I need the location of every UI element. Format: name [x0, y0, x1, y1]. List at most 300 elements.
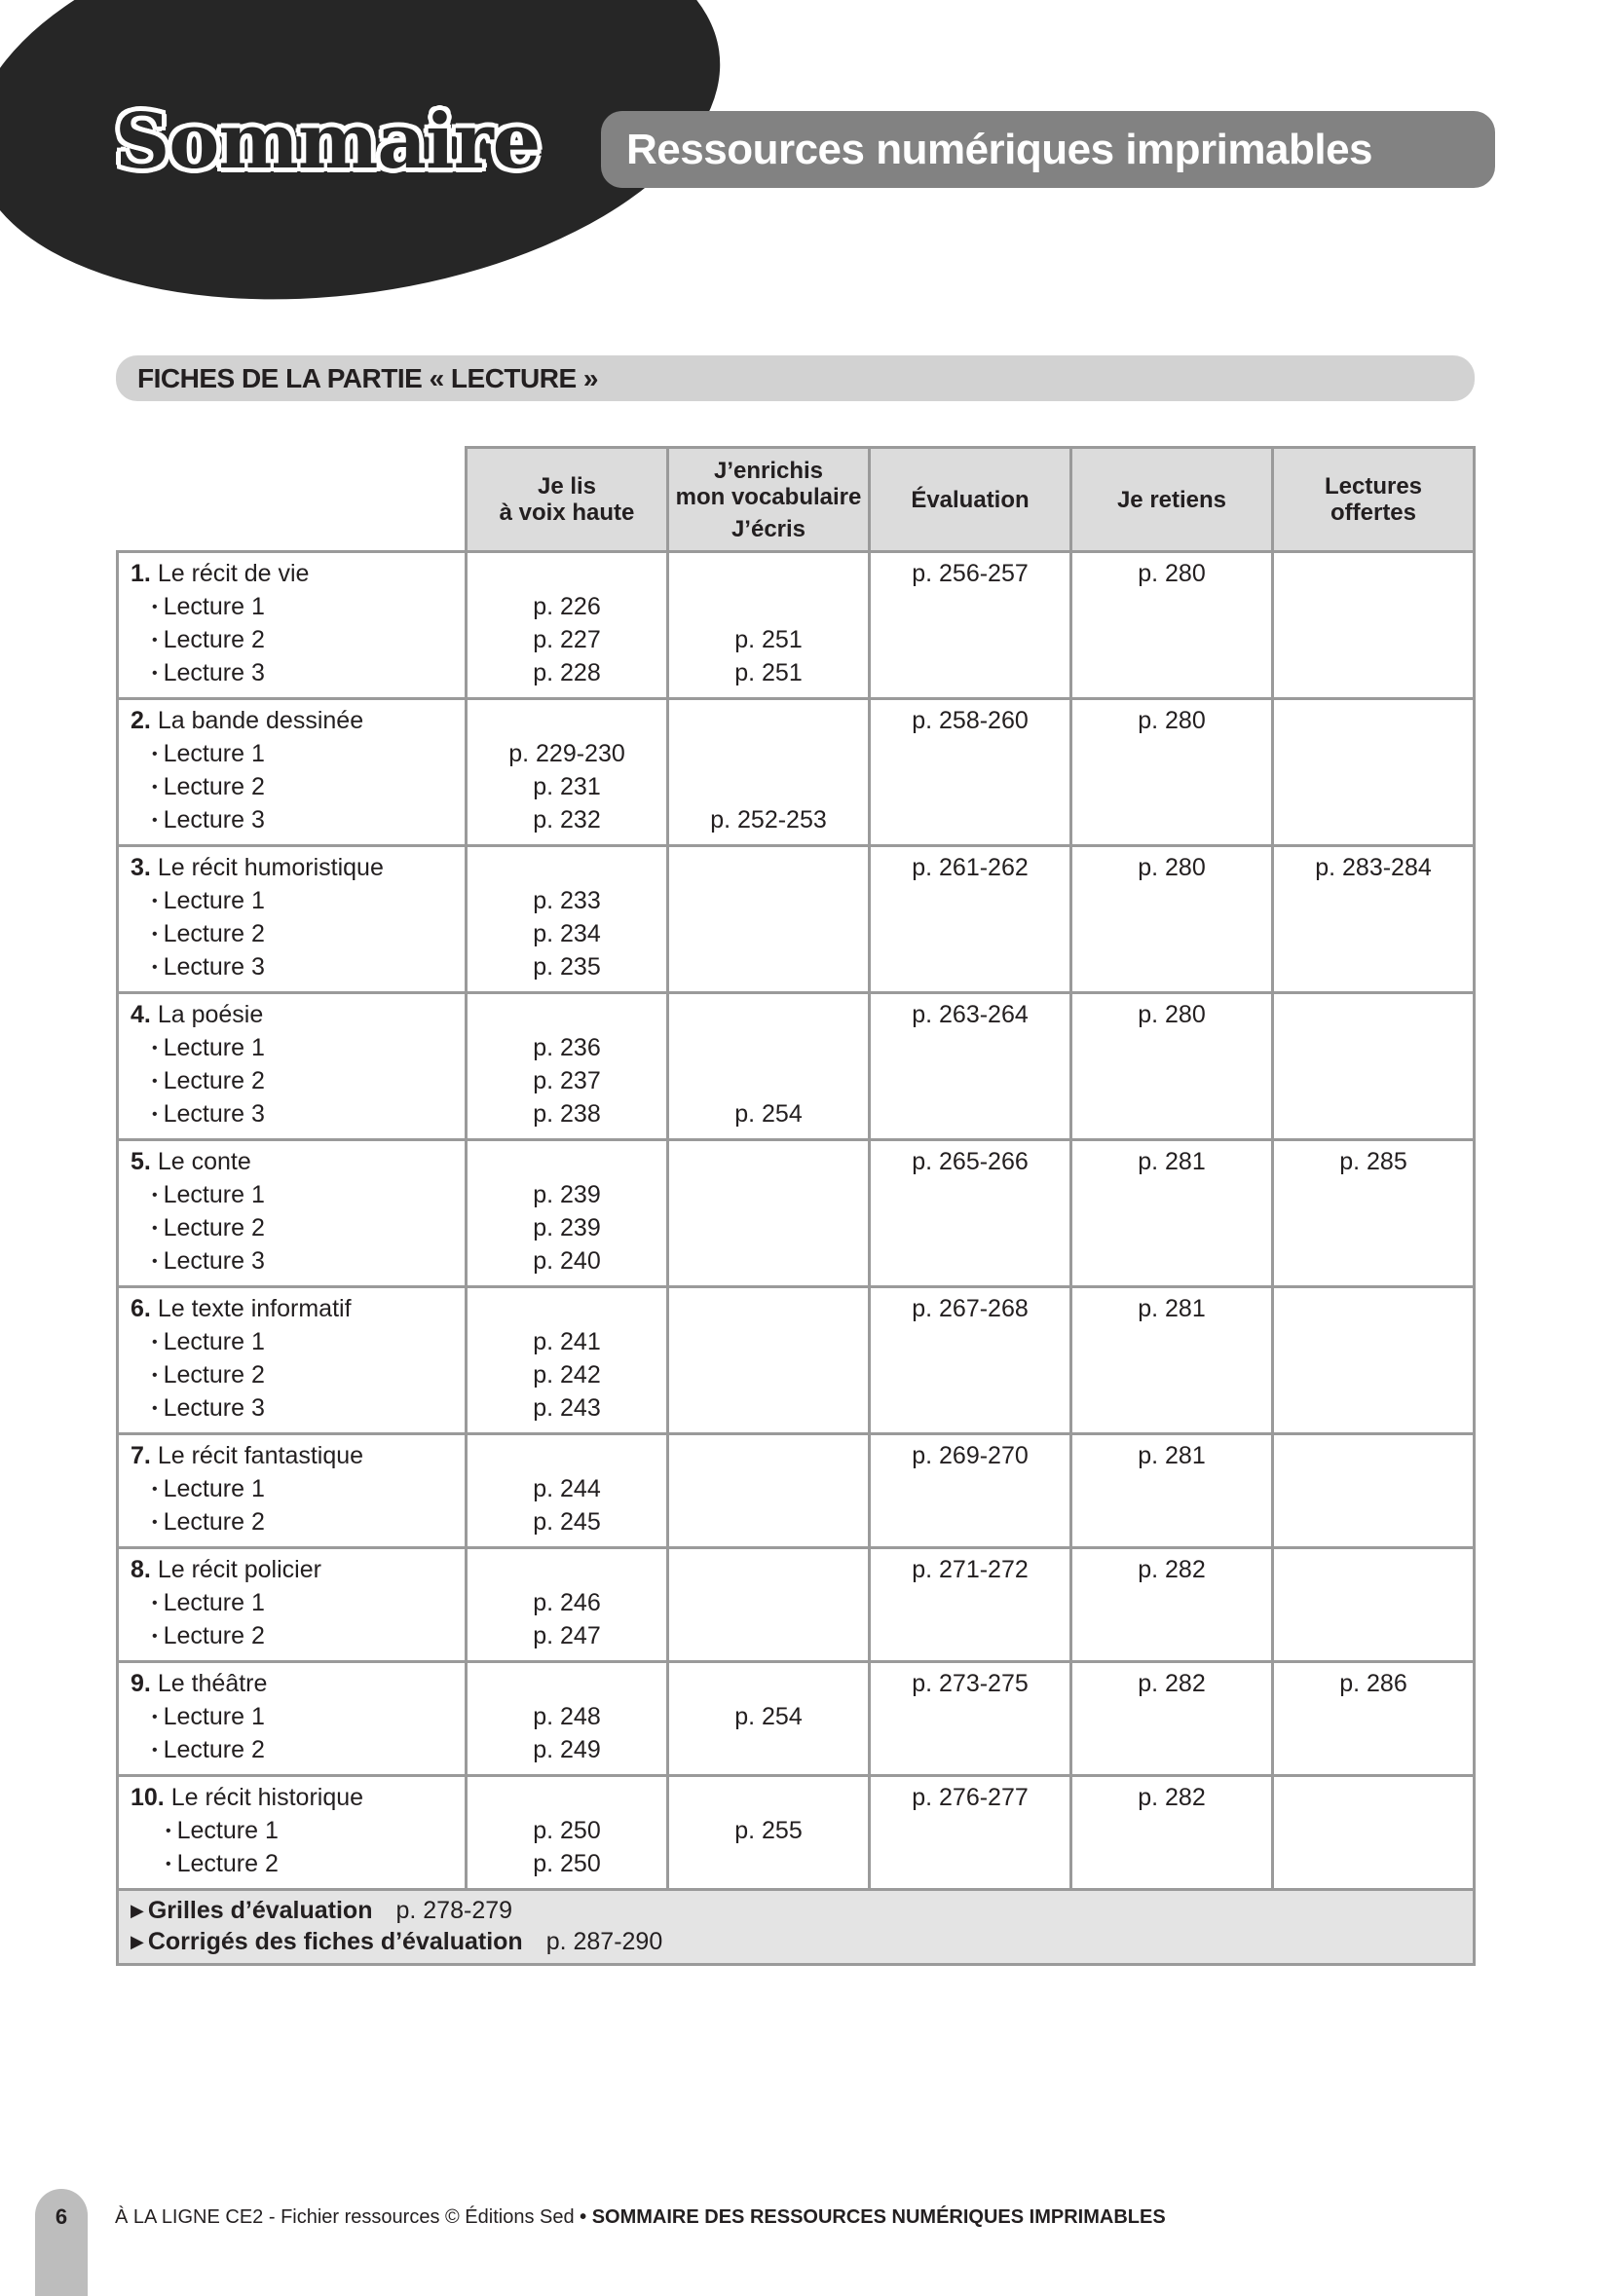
enrichis-cell: [668, 1776, 870, 1890]
chapter-cell: [118, 1434, 467, 1548]
column-header-line: mon vocabulaire: [675, 483, 862, 510]
lecture-item[interactable]: [131, 803, 465, 836]
enrichis-cell: [668, 1548, 870, 1662]
je-retiens-cell: [1071, 699, 1273, 846]
page-ref[interactable]: p. 250: [533, 1817, 601, 1844]
chapter-name: Le texte informatif: [157, 1295, 352, 1322]
lecture-item[interactable]: [131, 737, 465, 770]
chapter-name: Le théâtre: [157, 1670, 268, 1697]
lecture-label: Lecture 2: [163, 1622, 265, 1649]
page-ref[interactable]: p. 233: [533, 887, 601, 914]
je-lis-cell: [467, 1662, 668, 1776]
page-ref[interactable]: [1274, 704, 1473, 737]
page-footer: [115, 2206, 1166, 2229]
header-blank-cell: [118, 448, 467, 552]
page-ref[interactable]: p. 236: [533, 1034, 601, 1061]
page-ref[interactable]: p. 249: [533, 1736, 601, 1763]
lecture-label: Lecture 2: [163, 1214, 265, 1241]
chapter-cell: [118, 1776, 467, 1890]
lecture-item[interactable]: [131, 656, 465, 689]
je-retiens-cell: [1071, 1776, 1273, 1890]
lecture-label: Lecture 1: [163, 1475, 265, 1502]
lectures-offertes-cell: [1273, 699, 1475, 846]
enrichis-cell: [668, 846, 870, 993]
chapter-title[interactable]: [131, 1553, 465, 1586]
table-row: [118, 1287, 1475, 1434]
lecture-item[interactable]: [131, 1211, 465, 1244]
lecture-item[interactable]: [131, 1847, 465, 1880]
page-ref[interactable]: p. 269-270: [912, 1442, 1029, 1469]
footer-label: Corrigés des fiches d’évaluation: [147, 1928, 523, 1955]
column-header-line: à voix haute: [499, 500, 635, 526]
table-footer-cell: [118, 1890, 1475, 1965]
triangle-right-icon: ▶: [131, 1932, 144, 1951]
lecture-label: Lecture 3: [163, 1100, 265, 1128]
lecture-item[interactable]: [131, 770, 465, 803]
chapter-title[interactable]: [131, 1781, 465, 1814]
column-header-line: offertes: [1330, 500, 1417, 526]
chapter-name: Le récit fantastique: [157, 1442, 364, 1469]
je-lis-cell: [467, 699, 668, 846]
triangle-right-icon: ▶: [131, 1901, 144, 1920]
lecture-item[interactable]: [131, 1814, 465, 1847]
page-ref[interactable]: p. 286: [1339, 1670, 1407, 1697]
footer-section: SOMMAIRE DES RESSOURCES NUMÉRIQUES IMPRIMABLES: [591, 2206, 1166, 2228]
page-ref[interactable]: p. 280: [1138, 560, 1206, 587]
page-ref[interactable]: p. 281: [1138, 1295, 1206, 1322]
page-ref[interactable]: [669, 1244, 868, 1278]
page-ref[interactable]: [669, 1178, 868, 1211]
page-title: Sommaire: [115, 97, 541, 186]
page-ref[interactable]: [669, 737, 868, 770]
bullet-icon: •: [152, 1514, 158, 1531]
chapter-name: La poésie: [157, 1001, 264, 1028]
column-header-evaluation: [870, 448, 1071, 552]
page-ref[interactable]: p. 232: [533, 806, 601, 833]
lectures-offertes-cell: [1273, 1287, 1475, 1434]
evaluation-cell: [870, 1662, 1071, 1776]
chapter-name: Le conte: [157, 1148, 251, 1175]
bullet-icon: •: [152, 1709, 158, 1725]
page-ref[interactable]: p. 235: [533, 953, 601, 981]
spacer: [669, 557, 868, 590]
chapter-cell: [118, 1287, 467, 1434]
page-ref[interactable]: p. 263-264: [912, 1001, 1029, 1028]
page-ref[interactable]: p. 258-260: [912, 707, 1029, 734]
lecture-item[interactable]: [131, 1391, 465, 1425]
page-ref[interactable]: p. 256-257: [912, 560, 1029, 587]
bullet-icon: •: [166, 1856, 171, 1872]
page-ref[interactable]: [1274, 1553, 1473, 1586]
page-ref[interactable]: [669, 917, 868, 950]
page-ref[interactable]: p. 251: [734, 659, 803, 686]
enrichis-cell: [668, 1434, 870, 1548]
chapter-number: 7.: [131, 1442, 151, 1469]
lecture-label: Lecture 1: [163, 593, 265, 620]
je-lis-cell: [467, 1776, 668, 1890]
chapter-name: Le récit historique: [170, 1784, 364, 1811]
chapter-cell: [118, 1548, 467, 1662]
chapter-title[interactable]: [131, 1667, 465, 1700]
page-ref[interactable]: p. 244: [533, 1475, 601, 1502]
page-ref[interactable]: [669, 1619, 868, 1652]
lecture-item[interactable]: [131, 590, 465, 623]
page-ref[interactable]: p. 271-272: [912, 1556, 1029, 1583]
page-ref[interactable]: p. 282: [1138, 1784, 1206, 1811]
page-ref[interactable]: p. 250: [533, 1850, 601, 1877]
lecture-item[interactable]: [131, 917, 465, 950]
je-lis-cell: [467, 1140, 668, 1287]
spacer: [669, 998, 868, 1031]
page-ref[interactable]: [669, 1031, 868, 1064]
page-ref[interactable]: [669, 884, 868, 917]
page-ref[interactable]: p. 242: [533, 1361, 601, 1389]
evaluation-cell: [870, 1548, 1071, 1662]
lectures-offertes-cell: [1273, 846, 1475, 993]
bullet-icon: •: [152, 959, 158, 976]
lecture-item[interactable]: [131, 1178, 465, 1211]
spacer: [669, 1667, 868, 1700]
lecture-label: Lecture 3: [163, 1247, 265, 1275]
page-ref[interactable]: p. 267-268: [912, 1295, 1029, 1322]
evaluation-cell: [870, 1140, 1071, 1287]
page-ref[interactable]: p. 252-253: [710, 806, 827, 833]
page-ref[interactable]: p. 282: [1138, 1670, 1206, 1697]
table-header-row: [118, 448, 1475, 552]
lectures-offertes-cell: [1273, 1434, 1475, 1548]
je-retiens-cell: [1071, 552, 1273, 699]
chapter-title[interactable]: [131, 998, 465, 1031]
bullet-icon: •: [152, 1220, 158, 1237]
je-retiens-cell: [1071, 1662, 1273, 1776]
page-ref[interactable]: p. 248: [533, 1703, 601, 1730]
column-header-line: J’écris: [731, 515, 806, 542]
column-header-line: J’enrichis: [713, 457, 824, 484]
table-row: [118, 1434, 1475, 1548]
evaluation-cell: [870, 846, 1071, 993]
bullet-icon: •: [152, 926, 158, 943]
footer-pages: p. 278-279: [395, 1897, 513, 1924]
je-lis-cell: [467, 552, 668, 699]
page-ref[interactable]: p. 261-262: [912, 854, 1029, 881]
lecture-label: Lecture 1: [163, 1181, 265, 1208]
lecture-item[interactable]: [131, 1733, 465, 1766]
lecture-item[interactable]: [131, 1097, 465, 1130]
chapter-title[interactable]: [131, 1439, 465, 1472]
lecture-label: Lecture 1: [176, 1817, 279, 1844]
chapter-number: 3.: [131, 854, 151, 881]
je-lis-cell: [467, 1434, 668, 1548]
footer-pages: p. 287-290: [545, 1928, 663, 1955]
bullet-icon: •: [152, 779, 158, 796]
bullet-icon: •: [152, 1742, 158, 1759]
bullet-icon: •: [152, 1073, 158, 1090]
lecture-item[interactable]: [131, 1586, 465, 1619]
page-ref[interactable]: [669, 1391, 868, 1425]
lecture-item[interactable]: [131, 884, 465, 917]
lecture-item[interactable]: [131, 623, 465, 656]
table-row: [118, 552, 1475, 699]
lectures-offertes-cell: [1273, 1548, 1475, 1662]
column-header-line: Je lis: [537, 473, 597, 500]
lecture-item[interactable]: [131, 1244, 465, 1278]
page-ref[interactable]: p. 255: [734, 1817, 803, 1844]
bullet-icon: •: [152, 1481, 158, 1498]
page-ref[interactable]: [669, 1064, 868, 1097]
spacer: [468, 998, 666, 1031]
page-ref[interactable]: p. 280: [1138, 854, 1206, 881]
lecture-item[interactable]: [131, 1700, 465, 1733]
spacer: [468, 1553, 666, 1586]
lecture-item[interactable]: [131, 1064, 465, 1097]
page-ref[interactable]: [669, 1211, 868, 1244]
column-header-je-lis: [467, 448, 668, 552]
bullet-icon: •: [152, 812, 158, 829]
spacer: [468, 1439, 666, 1472]
bullet-icon: •: [152, 665, 158, 682]
lecture-label: Lecture 1: [163, 887, 265, 914]
section-title: FICHES DE LA PARTIE « LECTURE »: [137, 362, 598, 393]
page-ref[interactable]: [669, 590, 868, 623]
page-ref[interactable]: p. 276-277: [912, 1784, 1029, 1811]
enrichis-cell: [668, 993, 870, 1140]
table-row: [118, 1140, 1475, 1287]
page-ref[interactable]: p. 226: [533, 593, 601, 620]
chapter-number: 5.: [131, 1148, 151, 1175]
page-ref[interactable]: [1274, 1781, 1473, 1814]
chapter-title[interactable]: [131, 1292, 465, 1325]
spacer: [669, 704, 868, 737]
page-ref[interactable]: p. 237: [533, 1067, 601, 1094]
subtitle: Ressources numériques imprimables: [626, 125, 1373, 173]
chapter-number: 4.: [131, 1001, 151, 1028]
page-ref[interactable]: p. 265-266: [912, 1148, 1029, 1175]
evaluation-cell: [870, 993, 1071, 1140]
lectures-offertes-cell: [1273, 993, 1475, 1140]
table-row: [118, 993, 1475, 1140]
table-row: [118, 699, 1475, 846]
lecture-item[interactable]: [131, 1619, 465, 1652]
column-header-enrichis: [668, 448, 870, 552]
page-ref[interactable]: p. 239: [533, 1214, 601, 1241]
enrichis-cell: [668, 699, 870, 846]
enrichis-cell: [668, 1662, 870, 1776]
page-ref[interactable]: p. 281: [1138, 1148, 1206, 1175]
evaluation-cell: [870, 699, 1071, 846]
lecture-label: Lecture 2: [163, 1736, 265, 1763]
page-ref[interactable]: p. 241: [533, 1328, 601, 1355]
lecture-label: Lecture 1: [163, 1328, 265, 1355]
chapter-cell: [118, 552, 467, 699]
column-header-line: Je retiens: [1116, 486, 1227, 513]
je-retiens-cell: [1071, 846, 1273, 993]
bullet-icon: •: [152, 893, 158, 909]
section-banner: [116, 355, 1475, 401]
page-ref[interactable]: p. 238: [533, 1100, 601, 1128]
page-ref[interactable]: [1274, 1292, 1473, 1325]
evaluation-cell: [870, 552, 1071, 699]
spacer: [468, 1781, 666, 1814]
je-retiens-cell: [1071, 993, 1273, 1140]
enrichis-cell: [668, 1140, 870, 1287]
footer-link-corriges[interactable]: [131, 1928, 1461, 1959]
page-number: 6: [55, 2204, 68, 2229]
page-ref[interactable]: [669, 1733, 868, 1766]
lecture-label: Lecture 1: [163, 1703, 265, 1730]
chapter-title[interactable]: [131, 851, 465, 884]
chapter-name: Le récit humoristique: [157, 854, 384, 881]
table-row: [118, 1662, 1475, 1776]
spacer: [468, 851, 666, 884]
page-ref[interactable]: p. 283-284: [1315, 854, 1432, 881]
evaluation-cell: [870, 1434, 1071, 1548]
lecture-label: Lecture 2: [163, 1067, 265, 1094]
page-ref[interactable]: p. 246: [533, 1589, 601, 1616]
chapter-title[interactable]: [131, 704, 465, 737]
page-ref[interactable]: [669, 950, 868, 983]
evaluation-cell: [870, 1287, 1071, 1434]
je-retiens-cell: [1071, 1140, 1273, 1287]
chapter-cell: [118, 1662, 467, 1776]
spacer: [669, 1145, 868, 1178]
bullet-icon: •: [152, 746, 158, 762]
bullet-icon: •: [152, 1187, 158, 1204]
footer-label: Grilles d’évaluation: [147, 1897, 373, 1924]
page-ref[interactable]: [669, 1358, 868, 1391]
chapter-number: 6.: [131, 1295, 151, 1322]
page-ref[interactable]: [669, 1505, 868, 1538]
spacer: [669, 1292, 868, 1325]
bullet-icon: •: [152, 1628, 158, 1645]
bullet-icon: •: [152, 632, 158, 648]
lectures-offertes-cell: [1273, 1140, 1475, 1287]
lectures-offertes-cell: [1273, 1662, 1475, 1776]
lecture-item[interactable]: [131, 1472, 465, 1505]
page-ref[interactable]: [1274, 998, 1473, 1031]
chapter-name: Le récit policier: [157, 1556, 321, 1583]
lecture-label: Lecture 2: [163, 1361, 265, 1389]
page-ref[interactable]: p. 231: [533, 773, 601, 800]
enrichis-cell: [668, 552, 870, 699]
column-header-lectures-offertes: [1273, 448, 1475, 552]
lecture-label: Lecture 2: [176, 1850, 279, 1877]
page-ref[interactable]: p. 285: [1339, 1148, 1407, 1175]
page-ref[interactable]: p. 251: [734, 626, 803, 653]
page-ref[interactable]: p. 228: [533, 659, 601, 686]
evaluation-cell: [870, 1776, 1071, 1890]
footer-credit: À LA LIGNE CE2 - Fichier ressources © Éditions Sed: [115, 2206, 575, 2228]
lecture-label: Lecture 3: [163, 953, 265, 981]
lecture-item[interactable]: [131, 950, 465, 983]
chapter-name: Le récit de vie: [157, 560, 310, 587]
page-ref[interactable]: [669, 1472, 868, 1505]
bullet-icon: •: [152, 599, 158, 615]
page-ref[interactable]: p. 247: [533, 1622, 601, 1649]
spacer: [468, 1292, 666, 1325]
lecture-item[interactable]: [131, 1505, 465, 1538]
lecture-label: Lecture 2: [163, 1508, 265, 1536]
footer-separator: •: [574, 2206, 592, 2228]
page-ref[interactable]: p. 229-230: [508, 740, 625, 767]
spacer: [669, 1553, 868, 1586]
lecture-label: Lecture 3: [163, 659, 265, 686]
spacer: [669, 851, 868, 884]
column-header-line: Lectures: [1324, 473, 1423, 500]
table-footer-row: [118, 1890, 1475, 1965]
page-ref[interactable]: [1274, 1439, 1473, 1472]
page-ref[interactable]: [669, 1847, 868, 1880]
bullet-icon: •: [152, 1595, 158, 1611]
lectures-offertes-cell: [1273, 1776, 1475, 1890]
page-ref[interactable]: p. 243: [533, 1394, 601, 1422]
chapter-cell: [118, 993, 467, 1140]
page-ref[interactable]: p. 273-275: [912, 1670, 1029, 1697]
lecture-item[interactable]: [131, 1358, 465, 1391]
chapter-cell: [118, 1140, 467, 1287]
lecture-label: Lecture 1: [163, 740, 265, 767]
bullet-icon: •: [152, 1253, 158, 1270]
lecture-item[interactable]: [131, 1325, 465, 1358]
column-header-je-retiens: [1071, 448, 1273, 552]
bullet-icon: •: [152, 1106, 158, 1123]
spacer: [669, 1439, 868, 1472]
lecture-label: Lecture 3: [163, 806, 265, 833]
page-ref[interactable]: [1274, 557, 1473, 590]
table-row: [118, 1548, 1475, 1662]
je-retiens-cell: [1071, 1548, 1273, 1662]
chapter-title[interactable]: [131, 557, 465, 590]
page-ref[interactable]: p. 282: [1138, 1556, 1206, 1583]
spacer: [468, 1667, 666, 1700]
page-ref[interactable]: [669, 1325, 868, 1358]
table-row: [118, 846, 1475, 993]
page-ref[interactable]: p. 281: [1138, 1442, 1206, 1469]
page-ref[interactable]: p. 254: [734, 1703, 803, 1730]
page-ref[interactable]: p. 234: [533, 920, 601, 947]
je-lis-cell: [467, 846, 668, 993]
page-ref[interactable]: p. 280: [1138, 1001, 1206, 1028]
page-ref[interactable]: p. 240: [533, 1247, 601, 1275]
bullet-icon: •: [152, 1367, 158, 1384]
je-lis-cell: [467, 1548, 668, 1662]
page-ref[interactable]: [669, 1586, 868, 1619]
lecture-label: Lecture 2: [163, 920, 265, 947]
footer-link-grilles[interactable]: [131, 1897, 1461, 1928]
chapter-number: 10.: [131, 1784, 165, 1811]
page-ref[interactable]: p. 245: [533, 1508, 601, 1536]
lecture-label: Lecture 1: [163, 1589, 265, 1616]
lecture-item[interactable]: [131, 1031, 465, 1064]
chapter-cell: [118, 699, 467, 846]
table-row: [118, 1776, 1475, 1890]
contents-table: [116, 446, 1476, 1966]
page-ref[interactable]: p. 239: [533, 1181, 601, 1208]
chapter-title[interactable]: [131, 1145, 465, 1178]
page-ref[interactable]: p. 280: [1138, 707, 1206, 734]
chapter-number: 1.: [131, 560, 151, 587]
page-ref[interactable]: [669, 770, 868, 803]
bullet-icon: •: [152, 1334, 158, 1351]
page-ref[interactable]: p. 227: [533, 626, 601, 653]
je-retiens-cell: [1071, 1287, 1273, 1434]
lecture-label: Lecture 2: [163, 773, 265, 800]
lectures-offertes-cell: [1273, 552, 1475, 699]
bullet-icon: •: [152, 1400, 158, 1417]
spacer: [468, 1145, 666, 1178]
spacer: [468, 704, 666, 737]
page-ref[interactable]: p. 254: [734, 1100, 803, 1128]
chapter-number: 2.: [131, 707, 151, 734]
